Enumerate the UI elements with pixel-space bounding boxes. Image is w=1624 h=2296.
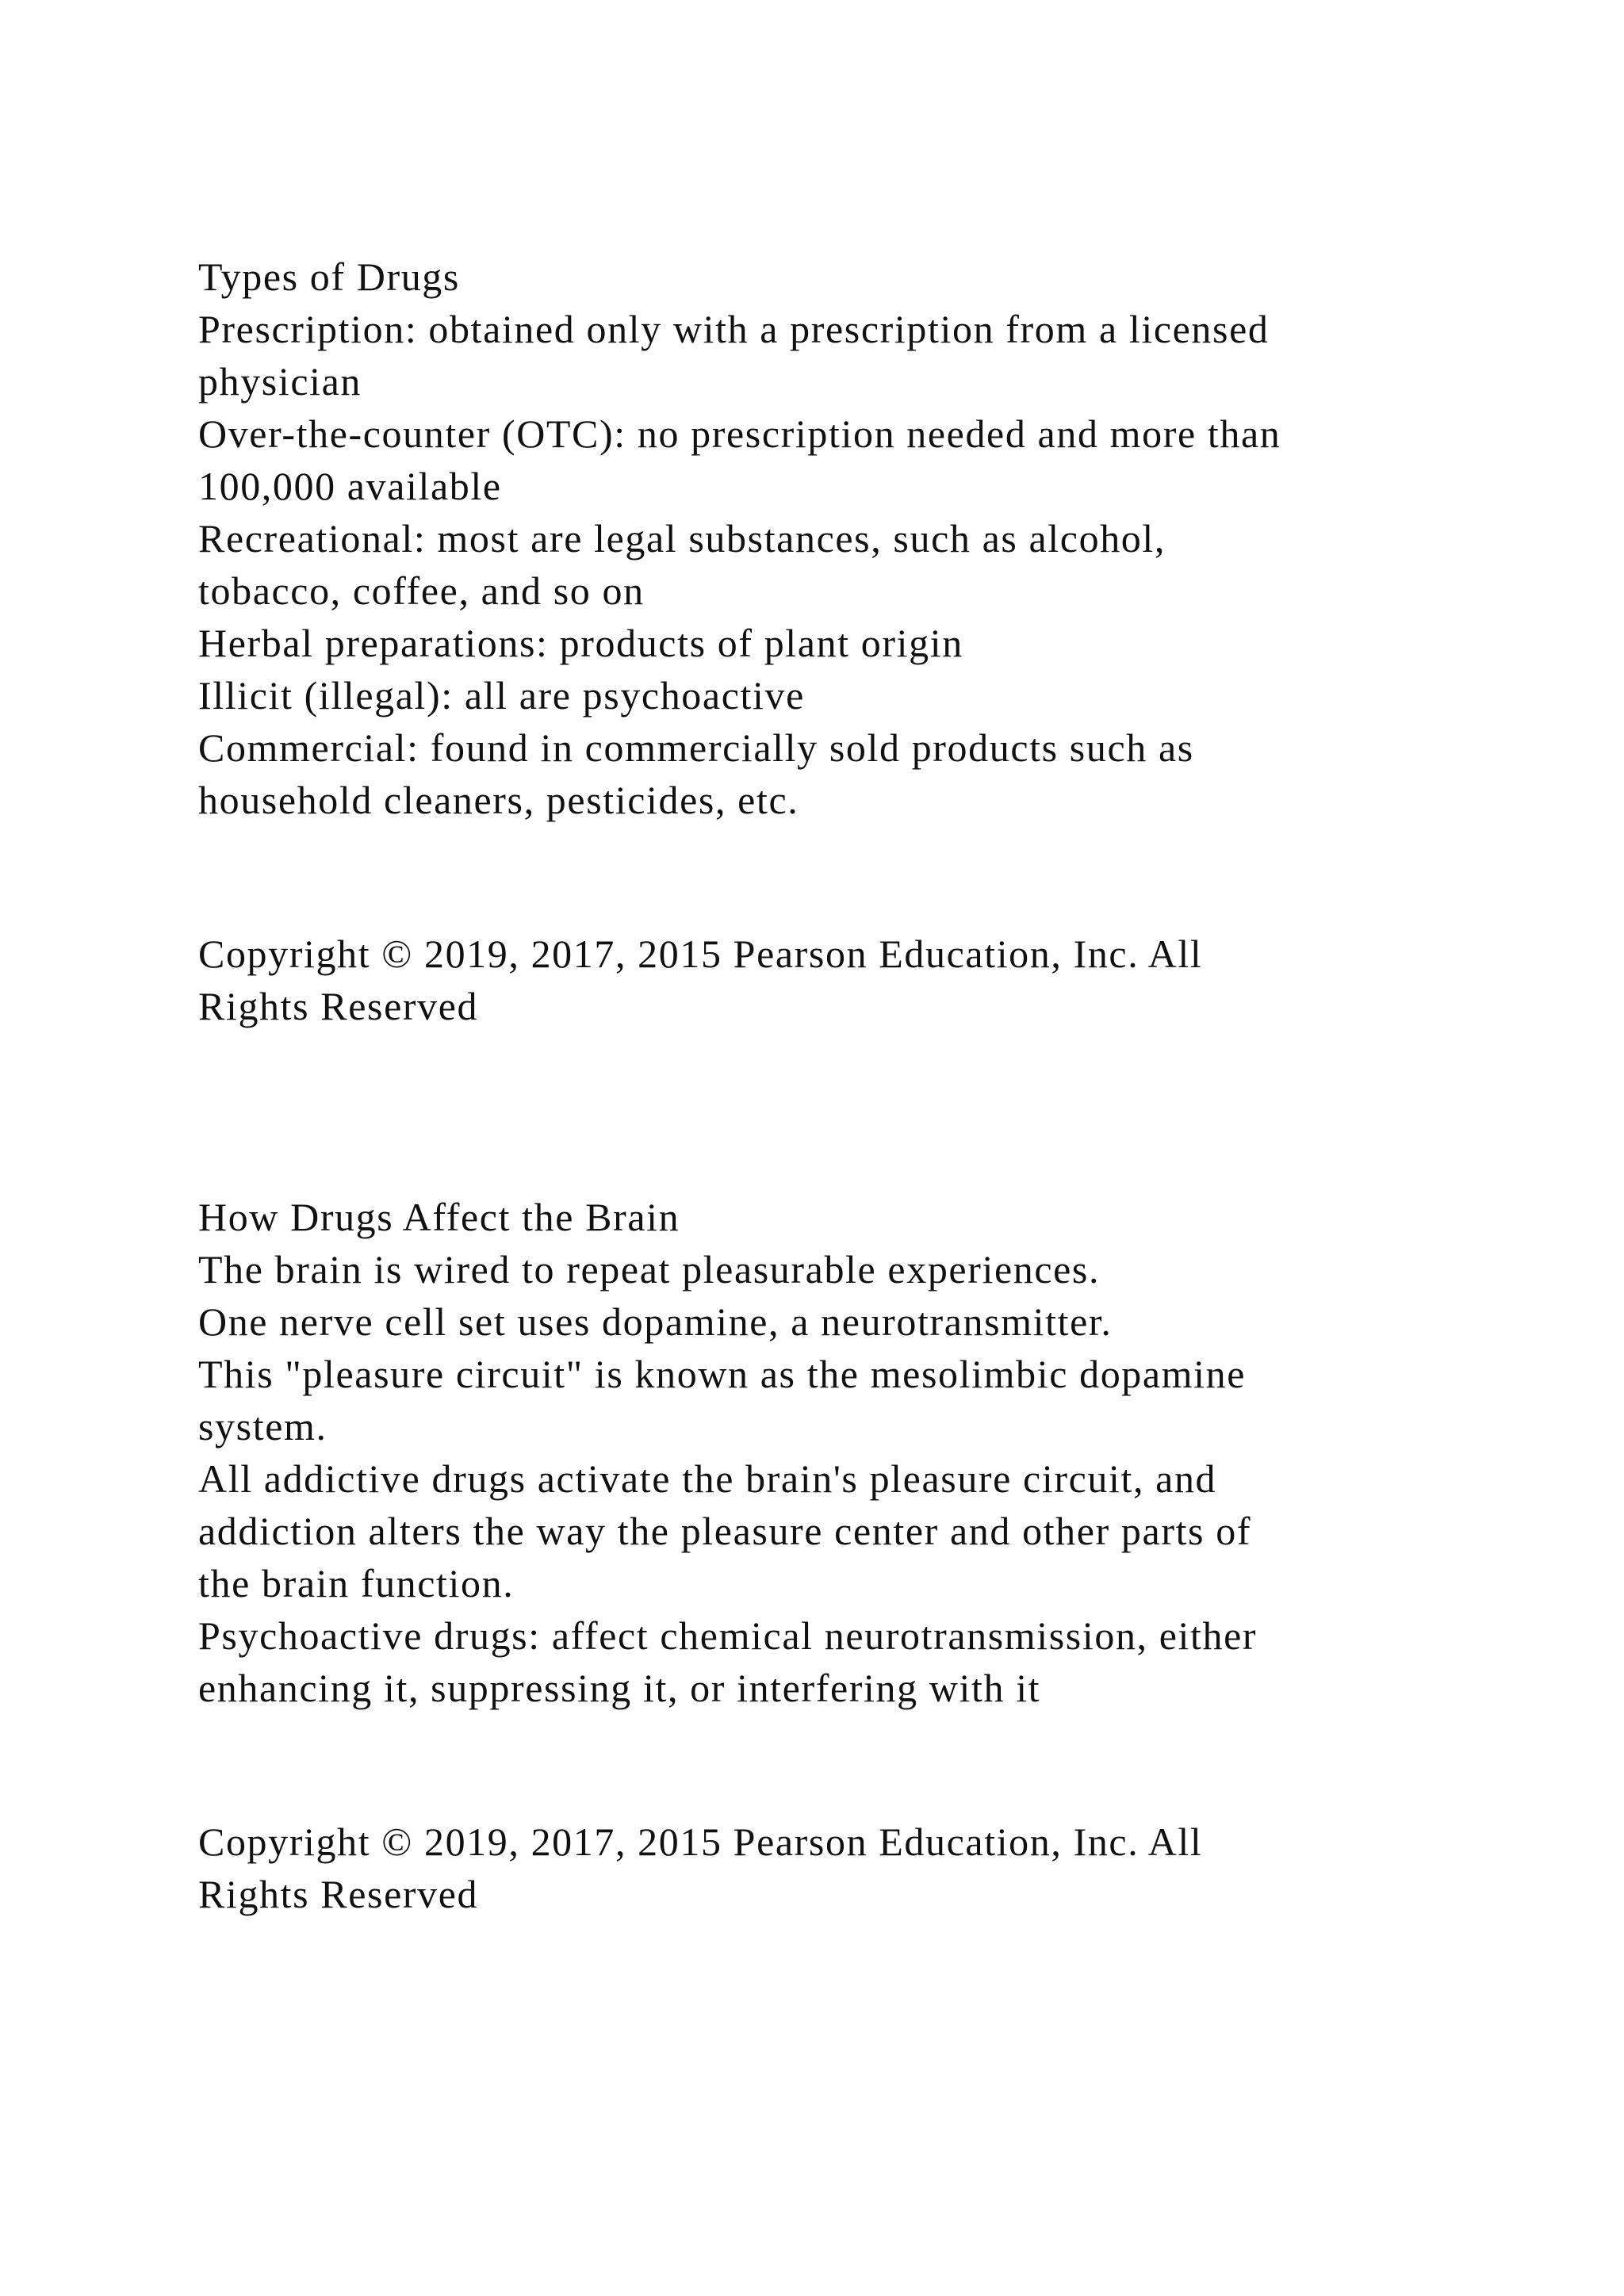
body-line: Recreational: most are legal substances, such as alcohol, [198, 516, 1166, 561]
body-line: Commercial: found in commercially sold products such as [198, 725, 1194, 770]
copyright-line: Copyright © 2019, 2017, 2015 Pearson Education, Inc. All [198, 932, 1203, 976]
body-line: the brain function. [198, 1561, 515, 1605]
copyright-line: Rights Reserved [198, 1872, 479, 1916]
body-line: Herbal preparations: products of plant origin [198, 621, 963, 665]
body-line: This "pleasure circuit" is known as the mesolimbic dopamine [198, 1352, 1247, 1396]
copyright-line: Copyright © 2019, 2017, 2015 Pearson Education, Inc. All [198, 1820, 1203, 1864]
section-title: How Drugs Affect the Brain [198, 1195, 680, 1239]
types-of-drugs-section [198, 251, 1467, 826]
body-line: Psychoactive drugs: affect chemical neurotransmission, either [198, 1613, 1258, 1658]
body-line: 100,000 available [198, 464, 502, 508]
copyright-notice-2 [198, 1816, 1467, 1920]
body-line: system. [198, 1404, 327, 1448]
body-line: household cleaners, pesticides, etc. [198, 778, 799, 822]
section-title: Types of Drugs [198, 254, 460, 299]
body-line: All addictive drugs activate the brain's pleasure circuit, and [198, 1456, 1217, 1501]
body-line: One nerve cell set uses dopamine, a neurotransmitter. [198, 1299, 1113, 1344]
copyright-line: Rights Reserved [198, 984, 479, 1028]
body-line: enhancing it, suppressing it, or interfering with it [198, 1666, 1041, 1710]
body-line: The brain is wired to repeat pleasurable experiences. [198, 1247, 1101, 1292]
body-line: tobacco, coffee, and so on [198, 568, 645, 613]
body-line: addiction alters the way the pleasure center and other parts of [198, 1509, 1252, 1553]
body-line: Over-the-counter (OTC): no prescription needed and more than [198, 411, 1281, 456]
copyright-notice-1 [198, 928, 1467, 1032]
body-line: Illicit (illegal): all are psychoactive [198, 673, 805, 718]
body-line: physician [198, 359, 362, 404]
body-line: Prescription: obtained only with a prescription from a licensed [198, 307, 1270, 351]
how-drugs-affect-brain-section [198, 1191, 1467, 1714]
